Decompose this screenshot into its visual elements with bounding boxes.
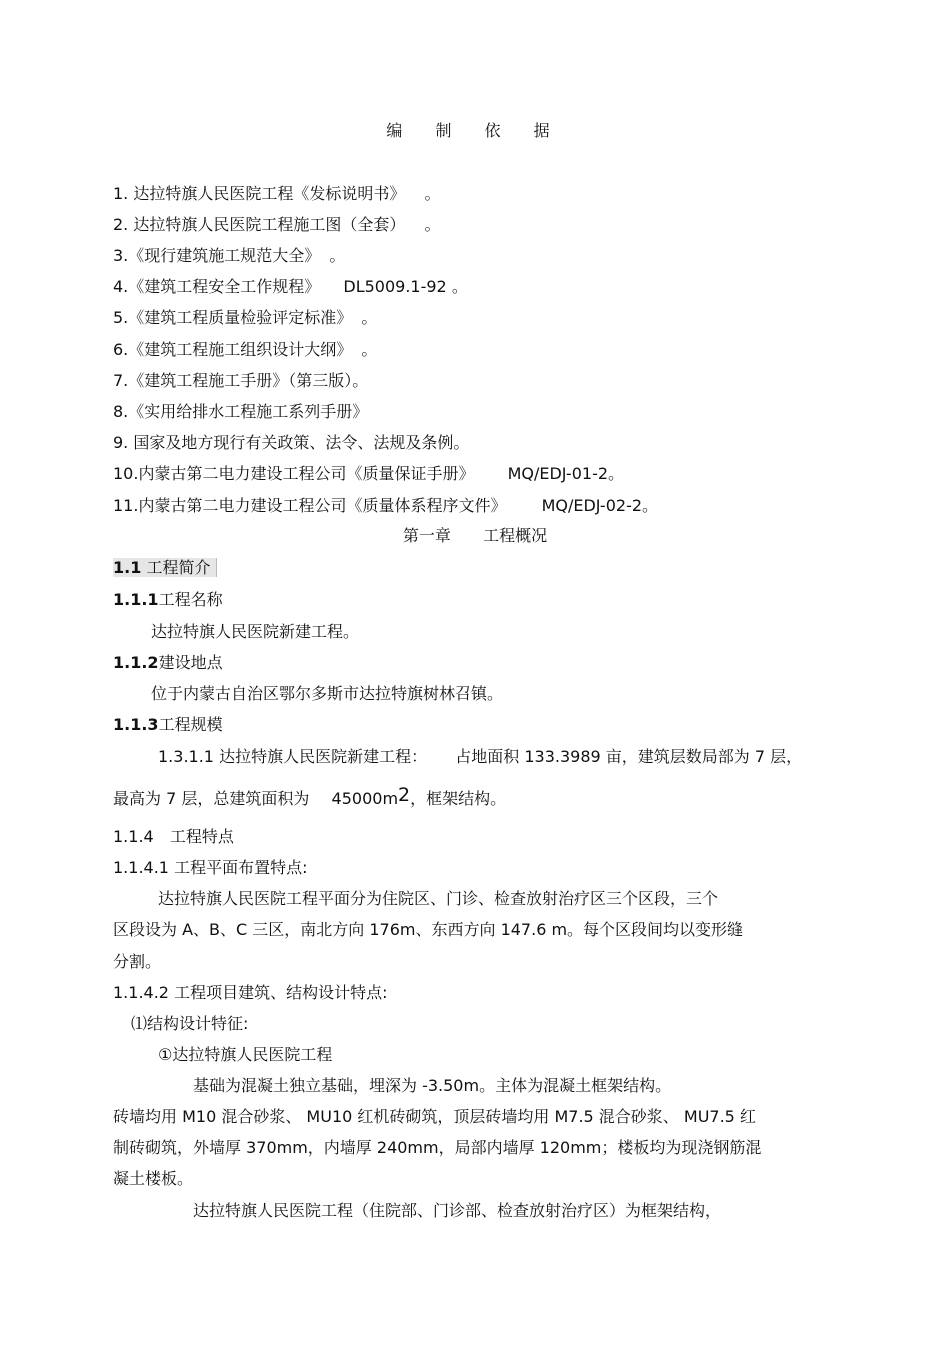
section-1-1-4-1-heading: 1.1.4.1 工程平面布置特点: — [113, 858, 308, 877]
section-1-1-4-2-heading: 1.1.4.2 工程项目建筑、结构设计特点: — [113, 983, 388, 1002]
item-tail: 。 — [424, 215, 441, 234]
item-text: 《建筑工程施工手册》（第三版）。 — [128, 371, 369, 390]
paragraph-line: 区段设为 A、B、C 三区，南北方向 176m、东西方向 147.6 m。每个区段间均以变形缝 — [113, 920, 744, 939]
basis-item-8 — [113, 402, 368, 422]
section-title: 工程名称 — [158, 590, 223, 609]
item-number: 9. — [113, 433, 129, 452]
chapter-heading — [0, 526, 950, 546]
section-number: 1.1.4 — [113, 827, 154, 846]
basis-item-2 — [113, 215, 440, 235]
section-1-1-3-para-line-1 — [158, 747, 802, 767]
area-value: 45000m — [331, 789, 399, 808]
section-title: 建设地点 — [158, 653, 223, 672]
item-number: 4. — [113, 277, 129, 296]
para-text: 1.3.1.1 达拉特旗人民医院新建工程： — [158, 747, 428, 766]
section-1-1-1-heading — [113, 590, 223, 610]
item-tail: 。 — [642, 496, 659, 515]
item-number: 1. — [113, 184, 129, 203]
item-tail: 。 — [361, 308, 378, 327]
item-text: 《实用给排水工程施工系列手册》 — [128, 402, 369, 421]
section-title: 工程特点 — [169, 827, 234, 846]
basis-item-7 — [113, 371, 368, 391]
section-number: 1.1.2 — [113, 653, 159, 672]
section-number: 1.1 — [113, 558, 142, 577]
para-text: ，框架结构。 — [410, 789, 507, 808]
doc-title: 编 制 依 据 — [386, 121, 564, 140]
item-number: 7. — [113, 371, 129, 390]
item-text: 国家及地方现行有关政策、法令、法规及条例。 — [133, 433, 470, 452]
item-tail: 。 — [424, 184, 441, 203]
basis-item-4 — [113, 277, 468, 297]
sub-heading: ⑴结构设计特征: — [131, 1014, 249, 1033]
item-number: 10. — [113, 464, 139, 483]
item-number: 11. — [113, 496, 139, 515]
item-number: 5. — [113, 308, 129, 327]
section-1-1-1-body: 达拉特旗人民医院新建工程。 — [151, 622, 360, 641]
paragraph-line: 制砖砌筑，外墙厚 370mm，内墙厚 240mm，局部内墙厚 120mm；楼板均为现浇钢筋混 — [113, 1138, 762, 1157]
item-text: 《建筑工程质量检验评定标准》 — [128, 308, 353, 327]
section-number: 1.1.1 — [113, 590, 159, 609]
item-text: 《建筑工程施工组织设计大纲》 — [128, 340, 353, 359]
section-1-1-3-para-line-2 — [113, 784, 507, 809]
basis-item-5 — [113, 308, 377, 328]
item-tail: 。 — [451, 277, 468, 296]
paragraph-line: 砖墙均用 M10 混合砂浆、 MU10 红机砖砌筑，顶层砖墙均用 M7.5 混合砂浆、 MU7.5 红 — [113, 1107, 756, 1126]
paragraph-line: 基础为混凝土独立基础，埋深为 -3.50m。主体为混凝土框架结构。 — [193, 1076, 672, 1095]
sub-heading: ①达拉特旗人民医院工程 — [158, 1045, 333, 1064]
basis-item-9 — [113, 433, 469, 453]
paragraph-line: 达拉特旗人民医院工程（住院部、门诊部、检查放射治疗区）为框架结构， — [193, 1201, 722, 1220]
basis-item-3 — [113, 246, 345, 266]
item-code: MQ/EDJ-02-2 — [541, 496, 643, 515]
section-1-1-4-heading — [113, 827, 234, 847]
section-number: 1.1.3 — [113, 715, 159, 734]
section-title: 工程规模 — [158, 715, 223, 734]
item-number: 6. — [113, 340, 129, 359]
chapter-title: 工程概况 — [483, 526, 548, 545]
paragraph-line: 达拉特旗人民医院工程平面分为住院区、门诊、检查放射治疗区三个区段，三个 — [158, 889, 719, 908]
item-tail: 。 — [361, 340, 378, 359]
item-code: DL5009.1-92 — [343, 277, 447, 296]
item-text: 内蒙古第二电力建设工程公司《质量保证手册》 — [138, 464, 475, 483]
section-1-1-heading — [113, 558, 217, 578]
basis-item-11 — [113, 496, 658, 516]
chapter-label: 第一章 — [402, 526, 451, 545]
paragraph-line: 凝土楼板。 — [113, 1169, 194, 1188]
item-text: 达拉特旗人民医院工程施工图（全套） — [133, 215, 406, 234]
item-number: 2. — [113, 215, 129, 234]
item-tail: 。 — [608, 464, 625, 483]
item-number: 8. — [113, 402, 129, 421]
item-text: 内蒙古第二电力建设工程公司《质量体系程序文件》 — [138, 496, 507, 515]
para-text: 最高为 7 层，总建筑面积为 — [113, 789, 310, 808]
section-title: 工程简介 — [146, 558, 211, 577]
para-text: 占地面积 133.3989 亩，建筑层数局部为 7 层， — [455, 747, 803, 766]
item-tail: 。 — [329, 246, 346, 265]
paragraph-line: 分割。 — [113, 952, 162, 971]
section-1-1-2-heading — [113, 653, 223, 673]
area-superscript: 2 — [398, 784, 411, 806]
section-1-1-3-heading — [113, 715, 223, 735]
item-text: 《现行建筑施工规范大全》 — [128, 246, 321, 265]
section-1-1-2-body: 位于内蒙古自治区鄂尔多斯市达拉特旗树林召镇。 — [151, 684, 504, 703]
basis-item-6 — [113, 340, 377, 360]
basis-item-1 — [113, 184, 440, 204]
item-code: MQ/EDJ-01-2 — [507, 464, 609, 483]
item-text: 《建筑工程安全工作规程》 — [128, 277, 321, 296]
item-text: 达拉特旗人民医院工程《发标说明书》 — [133, 184, 406, 203]
basis-item-10 — [113, 464, 624, 484]
item-number: 3. — [113, 246, 129, 265]
